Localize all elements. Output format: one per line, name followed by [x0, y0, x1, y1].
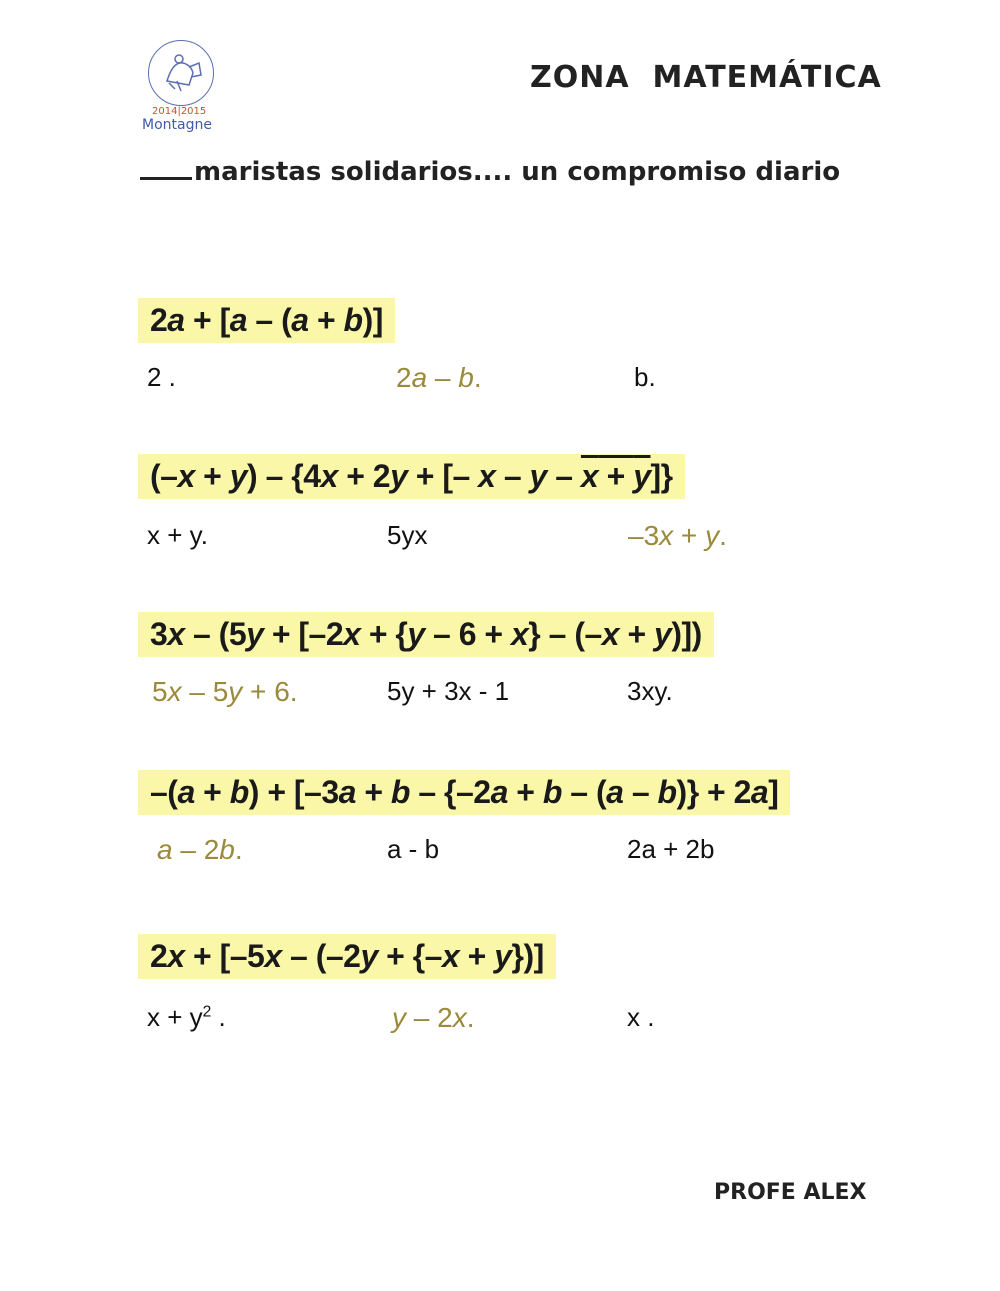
exercise-2-expression: (–x + y) – {4x + 2y + [– x – y – x + y]} — [138, 454, 685, 499]
exercise-4-option-2[interactable]: a - b — [387, 834, 440, 864]
exercise-5-option-1[interactable]: $x + y^2$ . — [147, 1002, 226, 1032]
exercise-4-option-3[interactable]: 2a + 2b — [627, 834, 715, 864]
exercise-2-option-1[interactable]: x + y. — [147, 520, 208, 550]
exercise-5-option-2[interactable]: y – 2x. — [392, 1002, 475, 1033]
exercise-4-expression: –(a + b) + [–3a + b – {–2a + b – (a – b)} + 2a] — [138, 770, 790, 815]
school-logo — [140, 40, 230, 135]
exercise-3-option-2[interactable]: 5y + 3x - 1 — [387, 676, 510, 706]
motto-text: maristas solidarios.... un compromiso diario — [194, 157, 841, 187]
exercise-2-option-3[interactable]: –3x + y. — [628, 520, 727, 551]
exercise-3-option-1[interactable]: 5x – 5y + 6. — [152, 676, 298, 707]
exercise-3-expression: 3x – (5y + [–2x + {y – 6 + x} – (–x + y)]) — [138, 612, 714, 657]
logo-years: 2014|2015 — [152, 106, 207, 117]
exercise-4-option-1[interactable]: a – 2b. — [157, 834, 243, 865]
school-logo-icon — [148, 40, 214, 106]
logo-name: Montagne — [142, 117, 212, 133]
motto — [140, 155, 840, 187]
page-title: ZONA MATEMÁTICA — [530, 60, 882, 95]
exercise-5-option-3[interactable]: x . — [627, 1002, 655, 1032]
exercise-1-option-2[interactable]: 2a – b. — [396, 362, 482, 393]
exercise-3-option-3[interactable]: 3xy. — [627, 676, 673, 706]
exercise-2-option-2[interactable]: 5yx — [387, 520, 428, 550]
motto-blank — [140, 155, 192, 180]
signature: PROFE ALEX — [714, 1180, 867, 1205]
exercise-1-expression: 2a + [a – (a + b)] — [138, 298, 395, 343]
exercise-1-option-3[interactable]: b. — [634, 362, 656, 392]
exercise-1-option-1[interactable]: 2 . — [147, 362, 176, 392]
exercise-5-expression: 2x + [–5x – (–2y + {–x + y})] — [138, 934, 556, 979]
